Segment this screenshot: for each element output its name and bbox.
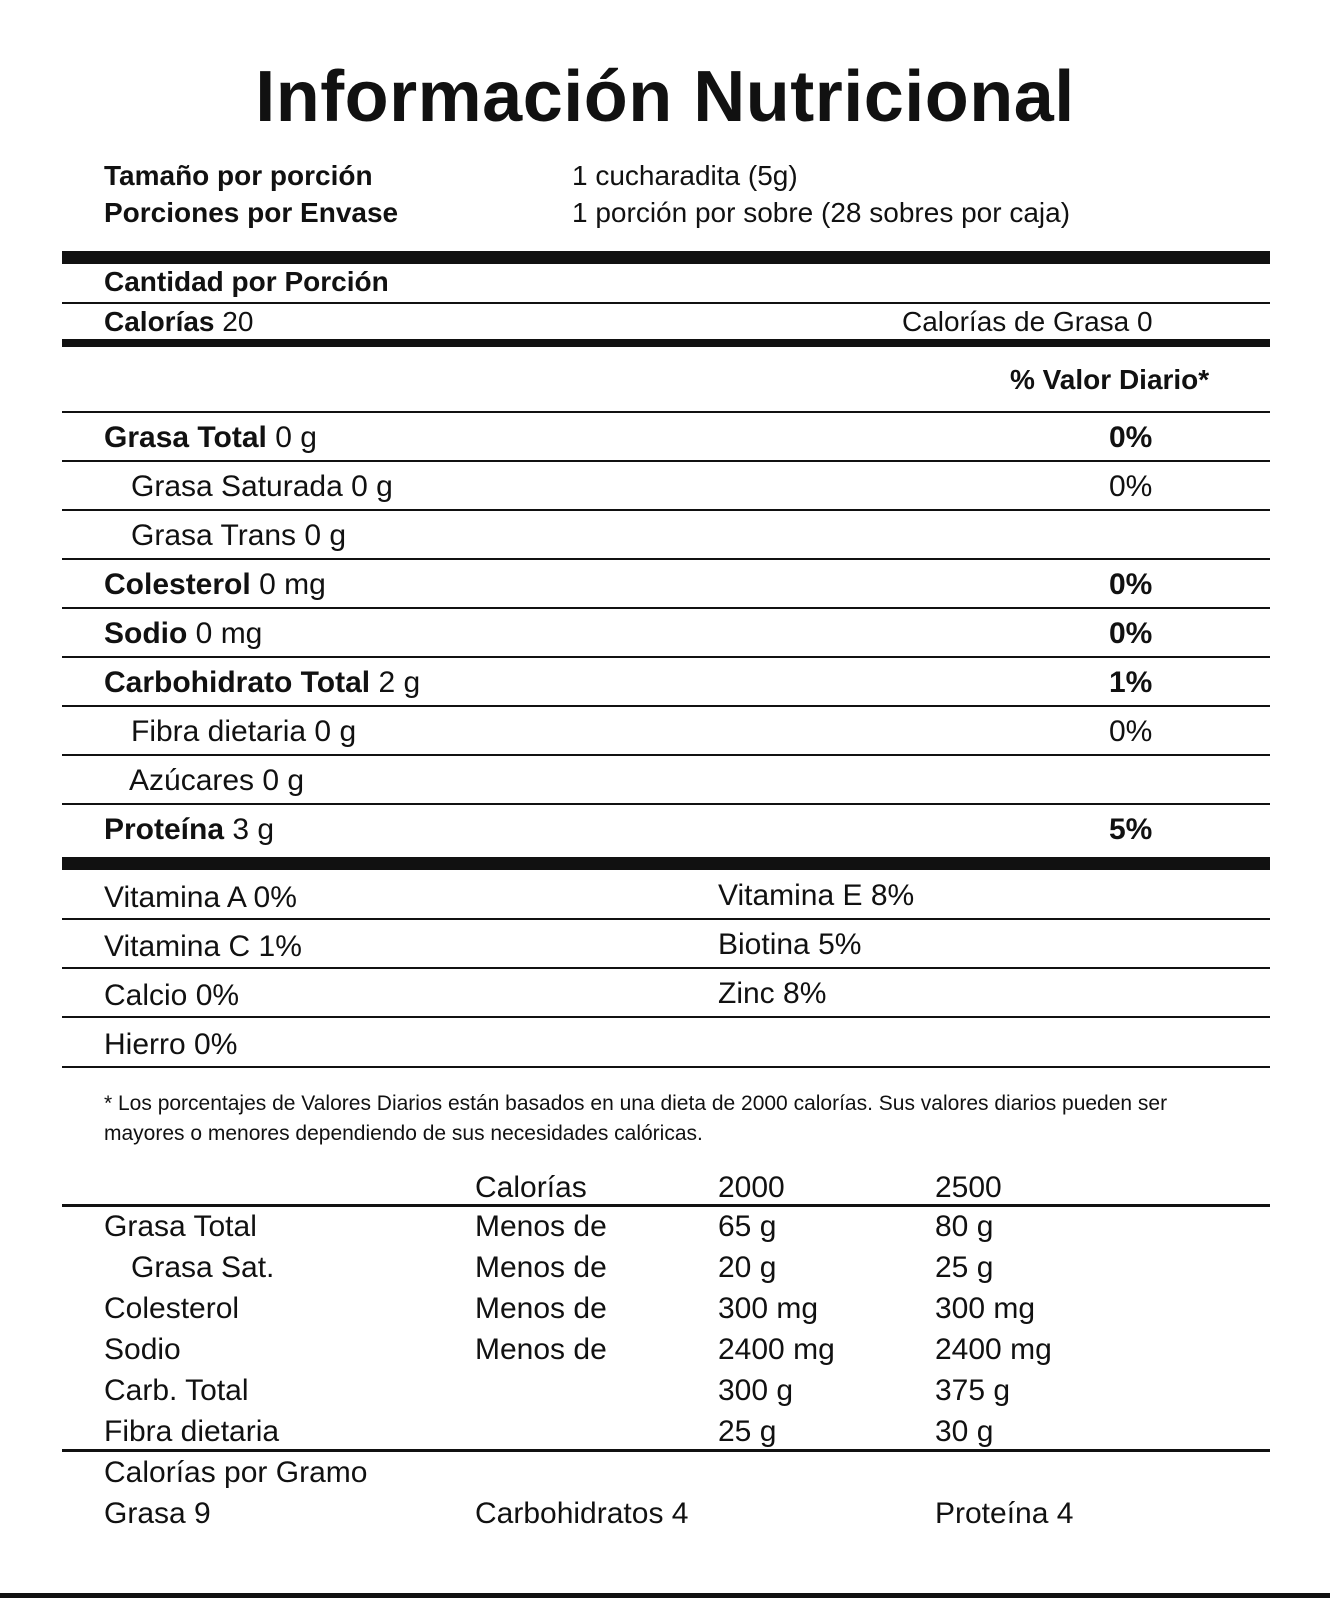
calories-value: 20 [222, 306, 254, 337]
nutrient-daily-value: 0% [1109, 421, 1153, 454]
nutrient-name: Colesterol [104, 568, 251, 601]
nutrient-daily-value: 0% [1109, 617, 1153, 650]
vitamin-item: Vitamina E 8% [718, 879, 915, 912]
vitamin-item: Calcio 0% [104, 979, 240, 1012]
reference-cell: 20 g [718, 1251, 777, 1284]
reference-cell: Menos de [475, 1251, 607, 1284]
nutrient-daily-value: 0% [1109, 568, 1153, 601]
amount-per-serving-header: Cantidad por Porción [104, 266, 389, 297]
calories-per-gram-label: Calorías por Gramo [104, 1456, 368, 1489]
nutrient-name: Proteína [104, 813, 225, 846]
serving-size-label: Tamaño por porción [104, 160, 373, 191]
daily-value-footnote: * Los porcentajes de Valores Diarios están basados en una dieta de 2000 calorías. Sus valores diarios pueden ser mayores o menores dependiendo de sus necesidades calóricas. [104, 1092, 1168, 1145]
calories-label: Calorías [104, 306, 215, 337]
divider [62, 918, 1270, 920]
nutrient-row-total-carbohydrate [104, 668, 420, 698]
nutrient-name: Grasa Total [104, 421, 267, 454]
divider [62, 411, 1270, 413]
nutrient-name: Fibra dietaria [131, 715, 307, 748]
reference-cell: Menos de [475, 1210, 607, 1243]
reference-cell: 2400 mg [935, 1333, 1052, 1366]
reference-cell: Carb. Total [104, 1374, 249, 1407]
divider [62, 803, 1270, 805]
nutrient-amount: 0 g [351, 470, 393, 503]
calories-per-gram-protein: Proteína 4 [935, 1497, 1074, 1530]
reference-cell: Colesterol [104, 1292, 240, 1325]
reference-header-cell: Calorías [475, 1171, 587, 1204]
reference-cell: 375 g [935, 1374, 1011, 1407]
nutrient-name: Sodio [104, 617, 188, 650]
nutrient-daily-value: 0% [1109, 715, 1153, 748]
servings-per-container-label: Porciones por Envase [104, 197, 399, 228]
nutrient-daily-value: 5% [1109, 813, 1153, 846]
reference-cell: 80 g [935, 1210, 994, 1243]
nutrient-amount: 0 g [314, 715, 357, 748]
nutrient-daily-value: 0% [1109, 470, 1153, 503]
divider [62, 705, 1270, 707]
divider [62, 509, 1270, 511]
divider [62, 967, 1270, 969]
divider-heavy [62, 251, 1270, 264]
nutrient-daily-value: 1% [1109, 666, 1153, 699]
vitamin-item: Biotina 5% [718, 928, 862, 961]
divider [62, 1449, 1270, 1452]
divider [62, 558, 1270, 560]
nutrient-amount: 2 g [378, 666, 421, 699]
nutrient-name: Grasa Saturada [131, 470, 343, 503]
fat-calories: Calorías de Grasa 0 [902, 306, 1153, 337]
reference-cell: 65 g [718, 1210, 777, 1243]
nutrient-name: Azúcares [129, 764, 255, 797]
divider [62, 460, 1270, 462]
reference-cell: 2400 mg [718, 1333, 835, 1366]
nutrient-amount: 0 g [262, 764, 305, 797]
reference-header-cell: 2500 [935, 1171, 1002, 1204]
divider [62, 1204, 1270, 1207]
nutrient-row-cholesterol [104, 570, 326, 600]
nutrient-row-protein [104, 815, 274, 845]
nutrient-row-trans-fat [131, 521, 346, 551]
reference-cell: Menos de [475, 1333, 607, 1366]
reference-cell: Sodio [104, 1333, 181, 1366]
serving-size-value: 1 cucharadita (5g) [572, 160, 798, 191]
reference-cell: 300 mg [935, 1292, 1036, 1325]
nutrient-amount: 0 g [304, 519, 347, 552]
vitamin-item: Vitamina C 1% [104, 930, 302, 963]
label-title: Información Nutricional [255, 57, 1075, 137]
reference-cell: 300 g [718, 1374, 794, 1407]
calories-per-gram-carbohydrates: Carbohidratos 4 [475, 1497, 689, 1530]
reference-cell: Fibra dietaria [104, 1415, 280, 1448]
vitamin-item: Vitamina A 0% [104, 881, 297, 914]
nutrient-name: Grasa Trans [131, 519, 297, 552]
nutrient-name: Carbohidrato Total [104, 666, 371, 699]
nutrient-amount: 0 g [275, 421, 317, 454]
nutrient-row-sodium [104, 619, 262, 649]
divider-heavy [62, 857, 1270, 870]
reference-cell: 30 g [935, 1415, 994, 1448]
divider-thick [62, 339, 1270, 347]
nutrient-amount: 0 mg [195, 617, 263, 650]
divider [62, 754, 1270, 756]
nutrient-row-dietary-fiber [131, 717, 356, 747]
reference-cell: Menos de [475, 1292, 607, 1325]
divider [62, 607, 1270, 609]
nutrient-row-saturated-fat [131, 472, 393, 502]
calories-row [104, 308, 253, 336]
vitamin-item: Zinc 8% [718, 977, 827, 1010]
reference-cell: Grasa Total [104, 1210, 257, 1243]
servings-per-container-value: 1 porción por sobre (28 sobres por caja) [572, 197, 1071, 228]
calories-per-gram-fat: Grasa 9 [104, 1497, 211, 1530]
reference-cell: Grasa Sat. [131, 1251, 275, 1284]
divider [62, 302, 1270, 304]
nutrient-amount: 3 g [232, 813, 275, 846]
divider [62, 656, 1270, 658]
reference-cell: 25 g [935, 1251, 994, 1284]
vitamin-item: Hierro 0% [104, 1028, 238, 1061]
reference-cell: 25 g [718, 1415, 777, 1448]
nutrient-row-total-fat [104, 423, 317, 453]
reference-header-cell: 2000 [718, 1171, 785, 1204]
daily-value-header: % Valor Diario* [1010, 364, 1210, 395]
reference-cell: 300 mg [718, 1292, 819, 1325]
divider [62, 1016, 1270, 1018]
bottom-border [0, 1593, 1330, 1598]
nutrient-row-sugars [129, 766, 304, 796]
divider [62, 1066, 1270, 1068]
nutrient-amount: 0 mg [259, 568, 326, 601]
